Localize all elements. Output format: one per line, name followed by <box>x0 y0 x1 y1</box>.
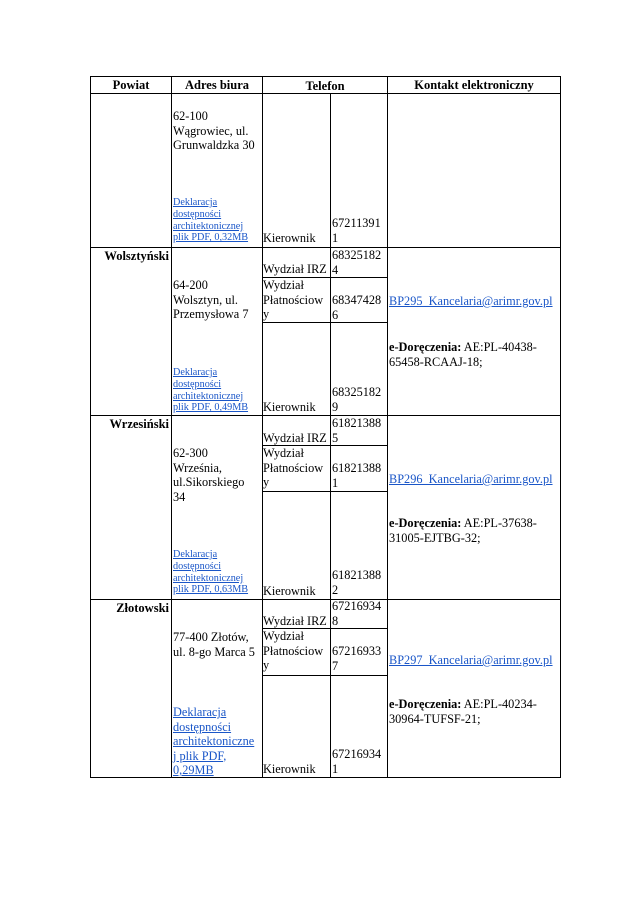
address-text: 64-200 Wolsztyn, ul. Przemysłowa 7 <box>173 278 249 321</box>
declaration-link[interactable]: Deklaracja dostępności architektonicznej plik PDF, 0,32MB <box>173 197 249 244</box>
phone-number: 683474286 <box>332 293 382 322</box>
edoreczenia-value: AE:PL-40234-30964-TUFSF-21; <box>389 697 537 726</box>
phone-label-platnosci: Wydział Płatnościow y <box>263 629 324 672</box>
header-kontakt: Kontakt elektroniczny <box>414 78 534 92</box>
header-telefon: Telefon <box>305 79 345 93</box>
phone-number: 618213885 <box>332 416 382 445</box>
phone-label-irz: Wydział IRZ <box>263 431 327 445</box>
phone-label-kierownik: Kierownik <box>263 584 316 598</box>
header-adres: Adres biura <box>184 78 249 92</box>
edoreczenia <box>389 340 559 369</box>
email-link[interactable]: BP297_Kancelaria@arimr.gov.pl <box>389 653 553 667</box>
declaration-link[interactable]: Deklaracja dostępności architektoniczne j plik PDF, 0,29MB <box>173 705 255 777</box>
phone-label-platnosci: Wydział Płatnościow y <box>263 278 324 321</box>
phone-number: 618213882 <box>332 568 382 597</box>
powiat-name: Wrzesiński <box>109 417 169 431</box>
edoreczenia <box>389 516 559 545</box>
edoreczenia-value: AE:PL-37638-31005-EJTBG-32; <box>389 516 537 545</box>
email-link[interactable]: BP296_Kancelaria@arimr.gov.pl <box>389 472 553 486</box>
edoreczenia-label: e-Doręczenia: <box>389 697 462 711</box>
edoreczenia-label: e-Doręczenia: <box>389 340 462 354</box>
declaration-link[interactable]: Deklaracja dostępności architektonicznej plik PDF, 0,63MB <box>173 549 249 596</box>
phone-number: 672169337 <box>332 644 382 673</box>
edoreczenia <box>389 697 559 726</box>
declaration-link[interactable]: Deklaracja dostępności architektonicznej plik PDF, 0,49MB <box>173 367 249 414</box>
phone-number: 672169341 <box>332 747 382 776</box>
phone-number: 672113911 <box>332 216 381 245</box>
phone-number: 683251824 <box>332 248 382 277</box>
phone-number: 672169348 <box>332 599 382 628</box>
email-link[interactable]: BP295_Kancelaria@arimr.gov.pl <box>389 294 553 308</box>
powiat-name: Wolsztyński <box>104 249 169 263</box>
phone-label-kierownik: Kierownik <box>263 400 316 414</box>
address-text: 62-100 Wągrowiec, ul. Grunwaldzka 30 <box>173 109 255 152</box>
address-text: 77-400 Złotów, ul. 8-go Marca 5 <box>173 630 255 659</box>
edoreczenia-label: e-Doręczenia: <box>389 516 462 530</box>
phone-number: 618213881 <box>332 461 382 490</box>
phone-label-irz: Wydział IRZ <box>263 614 327 628</box>
phone-number: 683251829 <box>332 385 382 414</box>
address-text: 62-300 Września, ul.Sikorskiego 34 <box>173 446 245 504</box>
phone-label-platnosci: Wydział Płatnościow y <box>263 446 324 489</box>
phone-label-kierownik: Kierownik <box>263 231 316 245</box>
powiat-name: Złotowski <box>116 601 169 615</box>
phone-label-kierownik: Kierownik <box>263 762 316 776</box>
phone-label-irz: Wydział IRZ <box>263 262 327 276</box>
header-powiat: Powiat <box>112 78 150 92</box>
edoreczenia-value: AE:PL-40438-65458-RCAAJ-18; <box>389 340 537 369</box>
